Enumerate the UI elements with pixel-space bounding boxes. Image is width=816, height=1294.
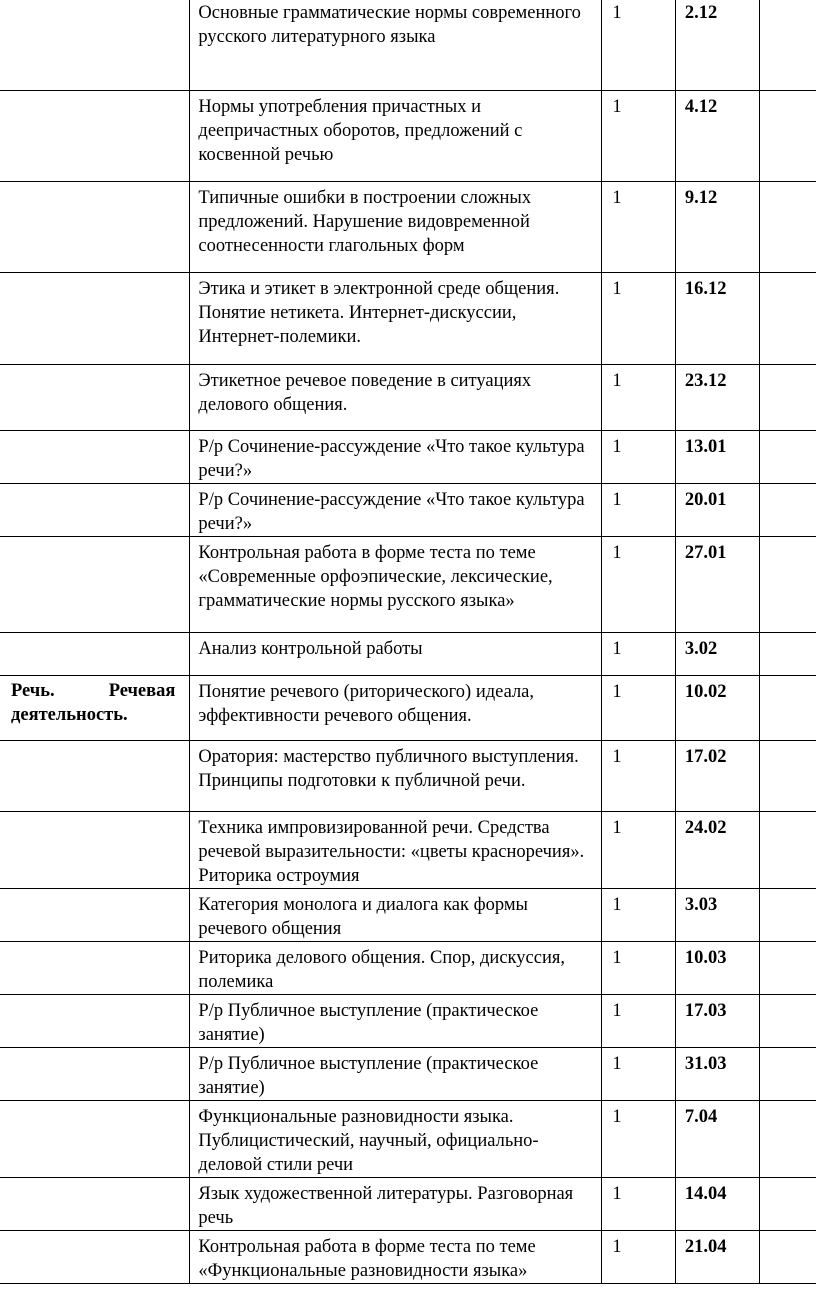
lesson-topic: Риторика делового общения. Спор, дискуссия, полемика [198, 948, 565, 992]
topic-cell [190, 812, 602, 889]
lesson-hours: 1 [612, 895, 622, 915]
notes-cell [759, 0, 816, 91]
section-cell [0, 812, 190, 889]
lesson-hours: 1 [612, 188, 622, 208]
section-title [0, 182, 189, 185]
lesson-topic: Этикетное речевое поведение в ситуациях делового общения. [198, 371, 532, 415]
notes-cell [759, 1048, 816, 1101]
lesson-date: 16.12 [684, 279, 727, 299]
notes-cell [759, 1231, 816, 1284]
hours-cell [602, 942, 676, 995]
topic-cell [190, 273, 602, 365]
date-cell [675, 889, 759, 942]
hours-cell [602, 1048, 676, 1101]
lesson-date: 13.01 [684, 437, 727, 457]
lesson-topic: Понятие речевого (риторического) идеала, эффективности речевого общения. [198, 682, 535, 726]
section-cell [0, 537, 190, 633]
lesson-date: 23.12 [684, 371, 727, 391]
date-cell [675, 273, 759, 365]
lesson-topic: Техника импровизированной речи. Средства речевой выразительности: «цветы красноречия». Риторика остроумия [198, 818, 585, 886]
section-title [0, 633, 189, 636]
hours-cell [602, 365, 676, 431]
notes-cell [759, 676, 816, 741]
lesson-date: 10.02 [684, 682, 727, 702]
date-cell [675, 484, 759, 537]
hours-cell [602, 812, 676, 889]
topic-cell [190, 537, 602, 633]
lesson-date: 3.03 [684, 895, 718, 915]
section-cell [0, 889, 190, 942]
table-row [0, 1231, 816, 1284]
lesson-date: 10.03 [684, 948, 727, 968]
notes-cell [759, 942, 816, 995]
lesson-hours: 1 [612, 1184, 622, 1204]
section-cell [0, 1101, 190, 1178]
lesson-hours: 1 [612, 1237, 622, 1257]
topic-cell [190, 1231, 602, 1284]
section-title [0, 273, 189, 276]
notes-cell [759, 889, 816, 942]
date-cell [675, 365, 759, 431]
lesson-topic: Анализ контрольной работы [198, 639, 423, 659]
section-title: Речь. Речевая деятельность. [11, 681, 176, 725]
section-cell [0, 0, 190, 91]
table-row [0, 741, 816, 812]
table-row [0, 812, 816, 889]
section-title [0, 995, 189, 998]
section-cell [0, 365, 190, 431]
lesson-date: 27.01 [684, 543, 727, 563]
topic-cell [190, 741, 602, 812]
lesson-hours: 1 [612, 1054, 622, 1074]
notes-cell [759, 1178, 816, 1231]
table-row [0, 995, 816, 1048]
date-cell [675, 942, 759, 995]
hours-cell [602, 0, 676, 91]
table-row [0, 889, 816, 942]
lesson-date: 24.02 [684, 818, 727, 838]
section-cell [0, 182, 190, 273]
topic-cell [190, 1178, 602, 1231]
hours-cell [602, 484, 676, 537]
section-cell [0, 431, 190, 484]
date-cell [675, 812, 759, 889]
notes-cell [759, 995, 816, 1048]
date-cell [675, 995, 759, 1048]
table-row [0, 537, 816, 633]
lesson-topic: Р/р Сочинение-рассуждение «Что такое культура речи?» [198, 437, 585, 481]
lesson-topic: Р/р Публичное выступление (практическое занятие) [198, 1001, 539, 1045]
section-title [0, 1048, 189, 1051]
lesson-hours: 1 [612, 371, 622, 391]
notes-cell [759, 182, 816, 273]
table-row [0, 1178, 816, 1231]
date-cell [675, 1048, 759, 1101]
topic-cell [190, 633, 602, 676]
lesson-date: 3.02 [684, 639, 718, 659]
lesson-date: 9.12 [684, 188, 718, 208]
section-cell [0, 1178, 190, 1231]
hours-cell [602, 1231, 676, 1284]
lesson-topic: Функциональные разновидности языка. Публицистический, научный, официально-деловой стили речи [198, 1107, 539, 1175]
date-cell [675, 741, 759, 812]
table-row [0, 942, 816, 995]
topic-cell [190, 889, 602, 942]
lesson-topic: Категория монолога и диалога как формы речевого общения [198, 895, 528, 939]
notes-cell [759, 741, 816, 812]
section-cell [0, 484, 190, 537]
section-cell [0, 273, 190, 365]
section-title [0, 431, 189, 434]
section-title [0, 91, 189, 94]
date-cell [675, 182, 759, 273]
lesson-hours: 1 [612, 490, 622, 510]
lesson-hours: 1 [612, 948, 622, 968]
section-title [0, 889, 189, 892]
hours-cell [602, 995, 676, 1048]
section-title [0, 1101, 189, 1104]
section-cell [0, 1231, 190, 1284]
table-row [0, 1048, 816, 1101]
lesson-hours: 1 [612, 437, 622, 457]
notes-cell [759, 484, 816, 537]
hours-cell [602, 889, 676, 942]
lesson-hours: 1 [612, 639, 622, 659]
date-cell [675, 0, 759, 91]
hours-cell [602, 741, 676, 812]
lesson-topic: Р/р Сочинение-рассуждение «Что такое культура речи?» [198, 490, 585, 534]
date-cell [675, 633, 759, 676]
lesson-date: 21.04 [684, 1237, 727, 1257]
lesson-date: 2.12 [684, 3, 718, 23]
lesson-date: 31.03 [684, 1054, 727, 1074]
lesson-topic: Р/р Публичное выступление (практическое занятие) [198, 1054, 539, 1098]
hours-cell [602, 273, 676, 365]
topic-cell [190, 0, 602, 91]
notes-cell [759, 273, 816, 365]
topic-cell [190, 1101, 602, 1178]
topic-cell [190, 365, 602, 431]
section-title [0, 484, 189, 487]
date-cell [675, 537, 759, 633]
section-cell [0, 676, 190, 741]
section-cell [0, 995, 190, 1048]
hours-cell [602, 676, 676, 741]
table-row [0, 365, 816, 431]
lesson-date: 7.04 [684, 1107, 718, 1127]
lesson-topic: Язык художественной литературы. Разговорная речь [198, 1184, 574, 1228]
hours-cell [602, 1101, 676, 1178]
lesson-hours: 1 [612, 747, 622, 767]
lesson-hours: 1 [612, 543, 622, 563]
date-cell [675, 1178, 759, 1231]
notes-cell [759, 365, 816, 431]
lesson-topic: Этика и этикет в электронной среде общения. Понятие нетикета. Интернет-дискуссии, Интернет-полемики. [198, 279, 560, 347]
notes-cell [759, 431, 816, 484]
table-row [0, 431, 816, 484]
hours-cell [602, 431, 676, 484]
section-cell [0, 741, 190, 812]
section-title [0, 942, 189, 945]
lesson-hours: 1 [612, 279, 622, 299]
hours-cell [602, 633, 676, 676]
topic-cell [190, 676, 602, 741]
lesson-hours: 1 [612, 818, 622, 838]
date-cell [675, 431, 759, 484]
lesson-hours: 1 [612, 1001, 622, 1021]
notes-cell [759, 1101, 816, 1178]
topic-cell [190, 995, 602, 1048]
notes-cell [759, 812, 816, 889]
section-cell [0, 91, 190, 182]
section-cell [0, 1048, 190, 1101]
lesson-hours: 1 [612, 3, 622, 23]
lesson-topic: Типичные ошибки в построении сложных предложений. Нарушение видовременной соотнесенности глагольных форм [198, 188, 532, 256]
section-title [0, 365, 189, 368]
notes-cell [759, 633, 816, 676]
table-row [0, 484, 816, 537]
section-title [0, 741, 189, 744]
lesson-topic: Нормы употребления причастных и деепричастных оборотов, предложений с косвенной речью [198, 97, 523, 165]
lesson-topic: Контрольная работа в форме теста по теме «Современные орфоэпические, лексические, грамматические нормы русского языка» [198, 543, 553, 611]
lesson-date: 14.04 [684, 1184, 727, 1204]
lesson-topic: Оратория: мастерство публичного выступления. Принципы подготовки к публичной речи. [198, 747, 579, 791]
topic-cell [190, 182, 602, 273]
topic-cell [190, 1048, 602, 1101]
lesson-topic: Контрольная работа в форме теста по теме «Функциональные разновидности языка» [198, 1237, 536, 1281]
hours-cell [602, 1178, 676, 1231]
date-cell [675, 91, 759, 182]
lesson-date: 20.01 [684, 490, 727, 510]
section-title [0, 812, 189, 815]
section-title [0, 1231, 189, 1234]
notes-cell [759, 91, 816, 182]
lesson-date: 17.02 [684, 747, 727, 767]
hours-cell [602, 91, 676, 182]
section-cell [0, 633, 190, 676]
section-cell [0, 942, 190, 995]
section-title [0, 537, 189, 540]
lesson-date: 17.03 [684, 1001, 727, 1021]
table-row [0, 182, 816, 273]
hours-cell [602, 537, 676, 633]
table-row [0, 1101, 816, 1178]
topic-cell [190, 91, 602, 182]
date-cell [675, 676, 759, 741]
table-row [0, 676, 816, 741]
table-row [0, 273, 816, 365]
table-row [0, 91, 816, 182]
hours-cell [602, 182, 676, 273]
topic-cell [190, 942, 602, 995]
section-title [0, 1178, 189, 1181]
lesson-topic: Основные грамматические нормы современного русского литературного языка [198, 3, 581, 47]
lesson-hours: 1 [612, 682, 622, 702]
lesson-date: 4.12 [684, 97, 718, 117]
notes-cell [759, 537, 816, 633]
topic-cell [190, 431, 602, 484]
date-cell [675, 1231, 759, 1284]
table-row [0, 0, 816, 91]
topic-cell [190, 484, 602, 537]
lesson-hours: 1 [612, 1107, 622, 1127]
table-row [0, 633, 816, 676]
date-cell [675, 1101, 759, 1178]
lesson-hours: 1 [612, 97, 622, 117]
